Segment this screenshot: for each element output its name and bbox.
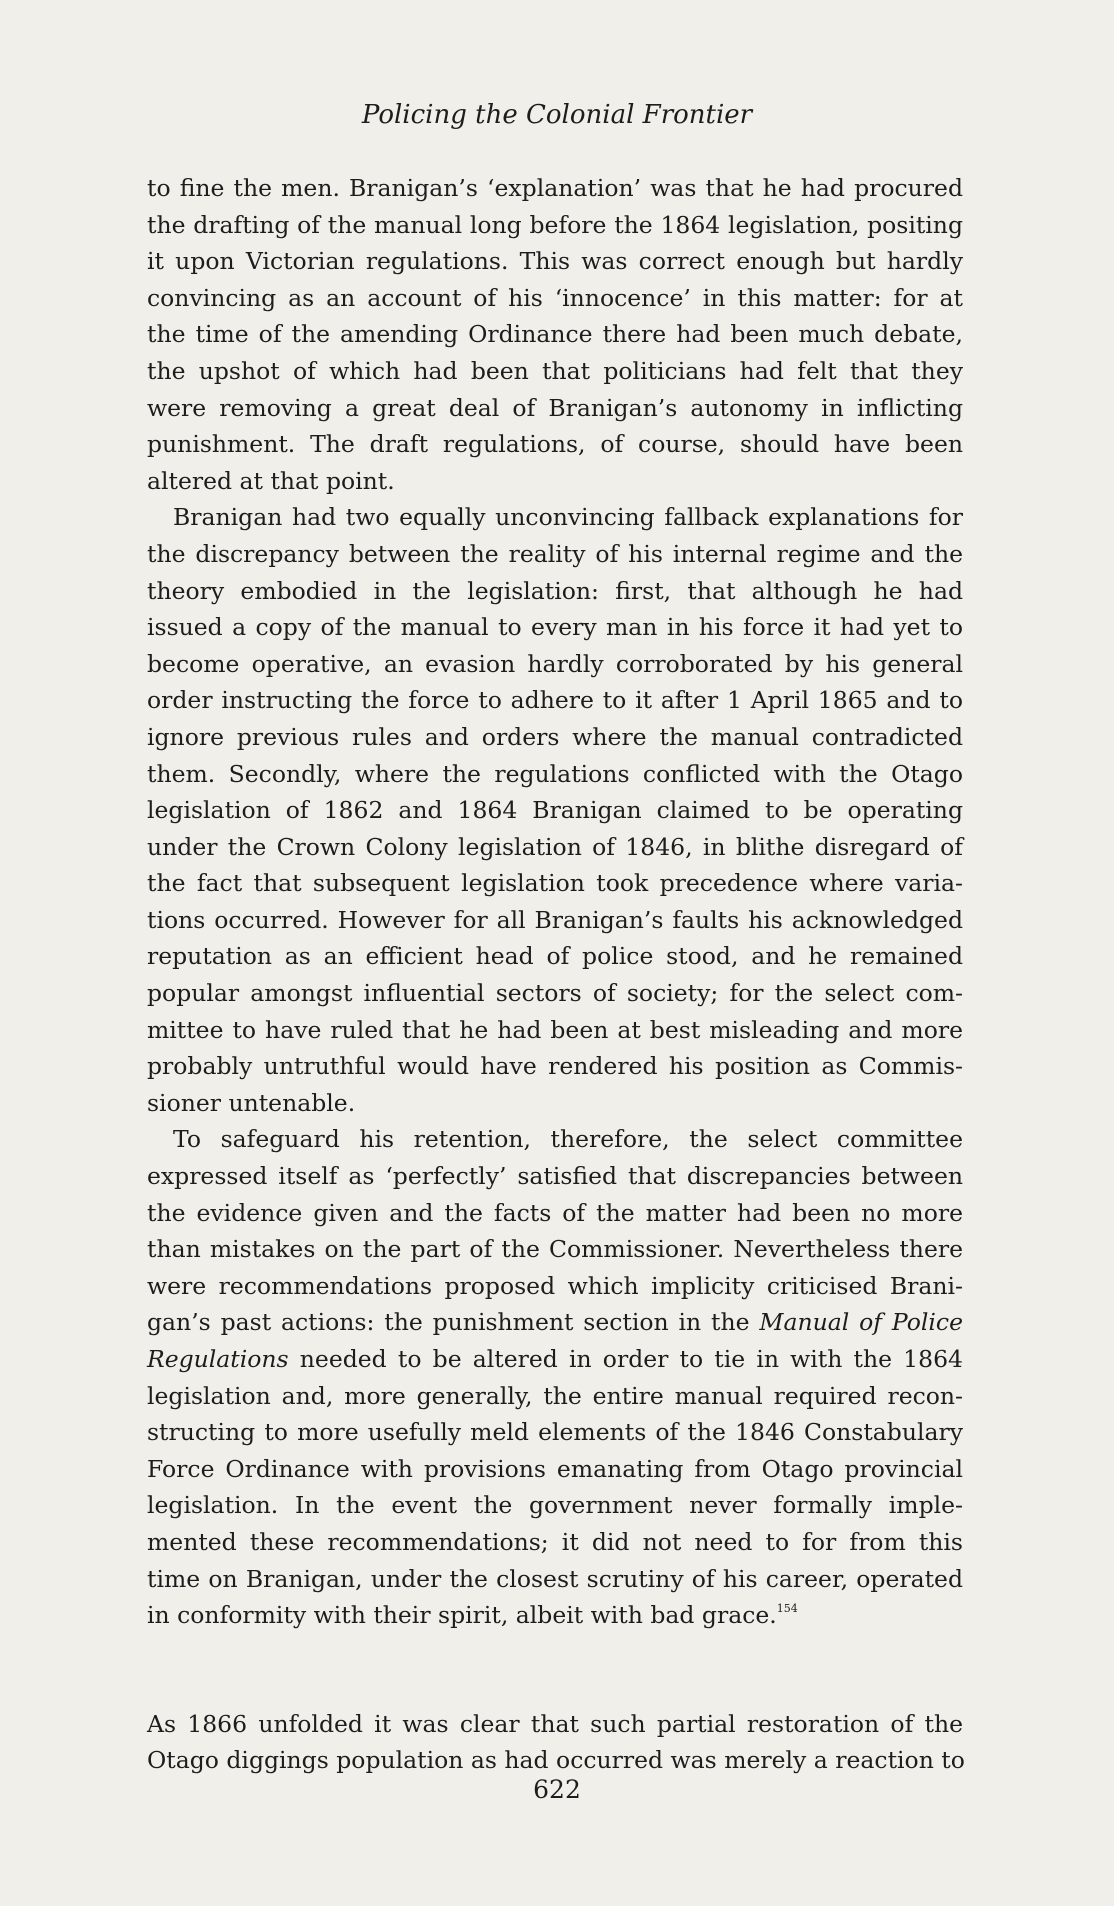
text-line: the upshot of which had been that politicians had felt that they [147, 356, 963, 385]
text-line: To safeguard his retention, therefore, the select committee [173, 1125, 963, 1154]
paragraph-1 [147, 170, 963, 499]
paragraph-2 [147, 499, 963, 1121]
text-line: structing to more usefully meld elements of the 1846 Constabulary [147, 1418, 963, 1447]
body-text [147, 170, 963, 1779]
text-line: Force Ordinance with provisions emanating from Otago provincial [147, 1454, 963, 1483]
text-line [147, 1597, 963, 1634]
running-head: Policing the Colonial Frontier [361, 100, 753, 130]
text-line: it upon Victorian regulations. This was correct enough but hardly [147, 247, 963, 276]
text-line: legislation and, more generally, the entire manual required recon- [147, 1381, 963, 1410]
text-line: reputation as an efficient head of police stood, and he remained [147, 942, 963, 971]
text-line: become operative, an evasion hardly corroborated by his general [147, 649, 963, 678]
text-line: tions occurred. However for all Branigan’s faults his acknowledged [147, 905, 963, 934]
paragraph-4 [147, 1706, 963, 1779]
text-fragment: gan’s past actions: the punishment section in the [147, 1308, 750, 1337]
text-line: sioner untenable. [147, 1088, 356, 1117]
text-line: than mistakes on the part of the Commissioner. Nevertheless there [147, 1235, 963, 1264]
text-line: mented these recommendations; it did not need to for from this [147, 1527, 963, 1556]
text-line: expressed itself as ‘perfectly’ satisfied that discrepancies between [147, 1162, 963, 1191]
text-line: were removing a great deal of Branigan’s autonomy in inflicting [147, 393, 963, 422]
page-number: 622 [533, 1775, 581, 1804]
text-line: altered at that point. [147, 466, 395, 495]
paragraph-3 [147, 1121, 963, 1633]
text-line: convincing as an account of his ‘innocence’ in this matter: for at [147, 283, 963, 312]
text-line [147, 1304, 963, 1341]
section-break [147, 1634, 963, 1706]
text-line: punishment. The draft regulations, of course, should have been [147, 430, 963, 459]
text-line: the discrepancy between the reality of his internal regime and the [147, 539, 963, 568]
footnote-ref[interactable]: 154 [776, 1602, 798, 1616]
italic-title: Manual of Police [759, 1308, 963, 1337]
text-line: Branigan had two equally unconvincing fallback explanations for [173, 503, 963, 532]
text-line: time on Branigan, under the closest scrutiny of his career, operated [147, 1564, 963, 1593]
text-line: the fact that subsequent legislation took precedence where varia- [147, 869, 963, 898]
italic-title: Regulations [147, 1345, 289, 1373]
text-line: under the Crown Colony legislation of 1846, in blithe disregard of [147, 832, 963, 861]
text-line: Otago diggings population as had occurred was merely a reaction to [147, 1746, 965, 1775]
text-line: order instructing the force to adhere to it after 1 April 1865 and to [147, 686, 963, 715]
text-line: theory embodied in the legislation: first, that although he had [147, 576, 963, 605]
text-line: the evidence given and the facts of the matter had been no more [147, 1198, 963, 1227]
text-line: popular amongst influential sectors of society; for the select com- [147, 979, 963, 1008]
text-line: the time of the amending Ordinance there had been much debate, [147, 320, 963, 349]
text-fragment: in conformity with their spirit, albeit with bad grace. [147, 1601, 777, 1630]
text-line: the drafting of the manual long before the 1864 legislation, positing [147, 210, 963, 239]
text-line: legislation of 1862 and 1864 Branigan claimed to be operating [147, 796, 963, 825]
text-line: legislation. In the event the government never formally imple- [147, 1491, 963, 1520]
text-line: ignore previous rules and orders where the manual contradicted [147, 722, 963, 751]
text-line: were recommendations proposed which implicity criticised Brani- [147, 1271, 963, 1300]
text-fragment: needed to be altered in order to tie in with the 1864 [299, 1345, 963, 1373]
text-line: them. Secondly, where the regulations conflicted with the Otago [147, 759, 963, 788]
text-line: As 1866 unfolded it was clear that such partial restoration of the [147, 1709, 963, 1738]
text-line [147, 1341, 963, 1378]
text-line: probably untruthful would have rendered his position as Commis- [147, 1052, 963, 1081]
text-line: to fine the men. Branigan’s ‘explanation’ was that he had procured [147, 174, 963, 202]
text-line: mittee to have ruled that he had been at best misleading and more [147, 1015, 963, 1044]
text-line: issued a copy of the manual to every man in his force it had yet to [147, 613, 963, 642]
